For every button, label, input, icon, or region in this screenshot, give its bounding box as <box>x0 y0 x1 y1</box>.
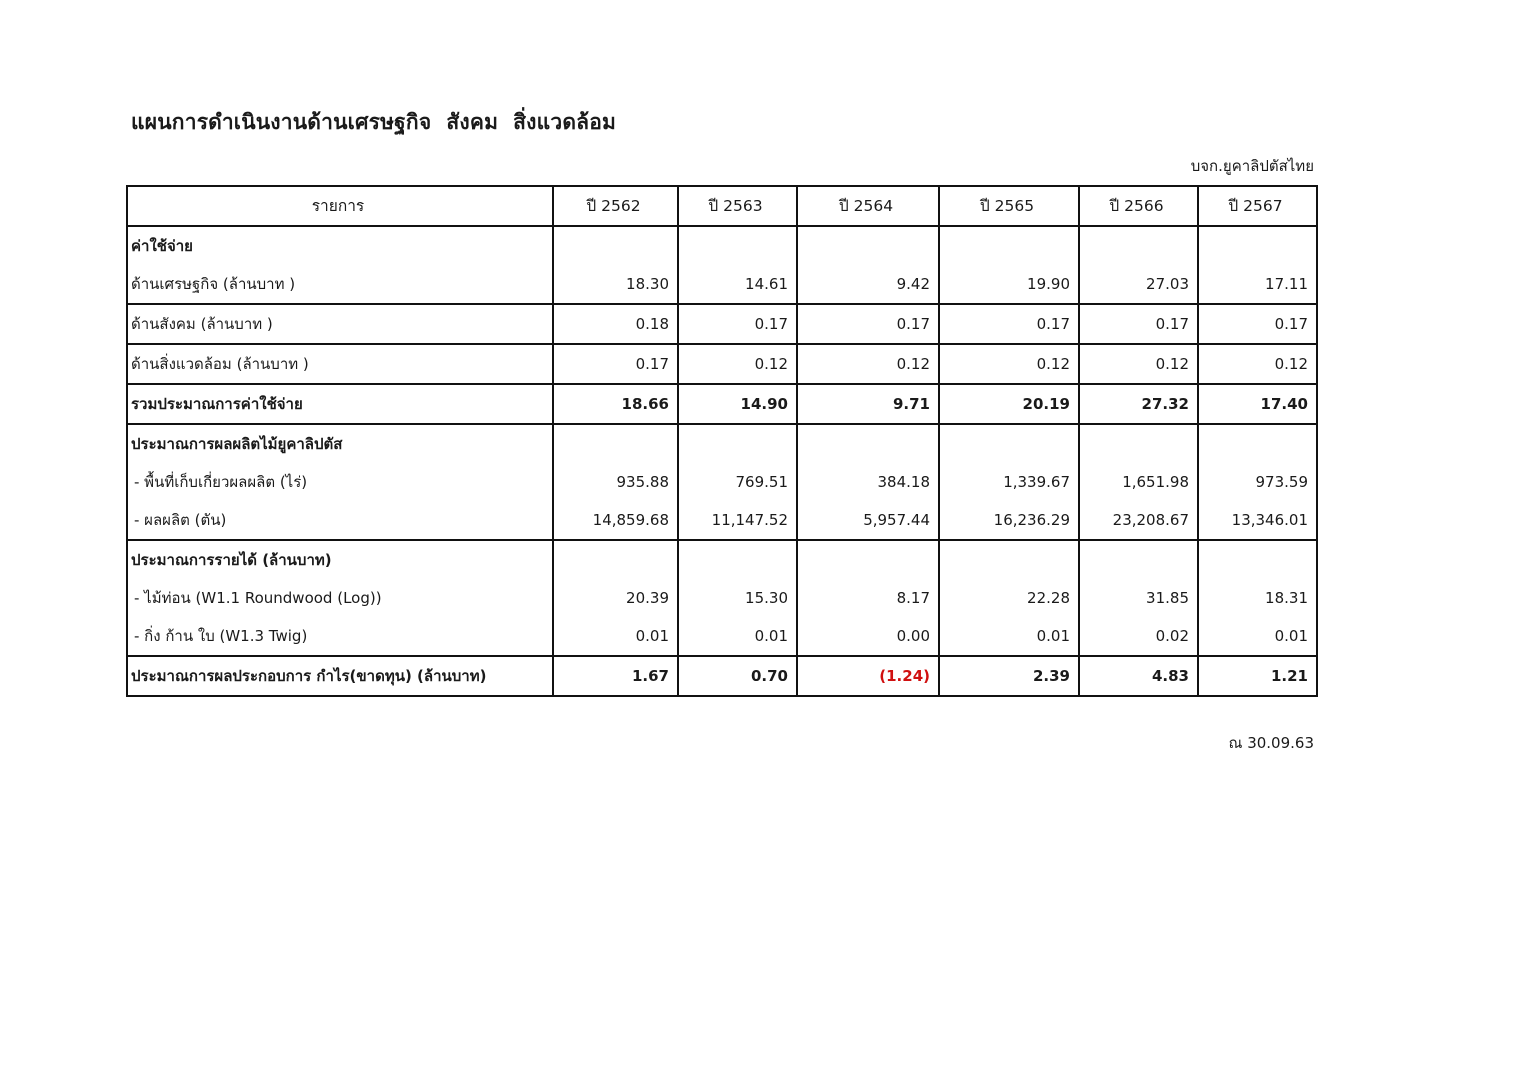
cell-value: 0.01 <box>939 617 1079 656</box>
cell-value: 27.32 <box>1079 384 1198 424</box>
cell-value: 18.30 <box>553 265 678 304</box>
cell-value: 15.30 <box>678 579 797 617</box>
row-label: - ผลผลิต (ตัน) <box>127 501 553 540</box>
cell-value: 18.66 <box>553 384 678 424</box>
cell-value: 769.51 <box>678 463 797 501</box>
cell-value: 17.11 <box>1198 265 1317 304</box>
operating-result-row <box>127 656 1317 696</box>
cell-value: 23,208.67 <box>1079 501 1198 540</box>
row-label: ประมาณการผลประกอบการ กำไร(ขาดทุน) (ล้านบาท) <box>127 656 553 696</box>
as-of-date: ณ 30.09.63 <box>1228 734 1314 752</box>
company-name: บจก.ยูคาลิปตัสไทย <box>1190 157 1314 175</box>
cell-value: 11,147.52 <box>678 501 797 540</box>
cell-value: 0.70 <box>678 656 797 696</box>
table-row <box>127 617 1317 656</box>
cell-value: 20.19 <box>939 384 1079 424</box>
total-expenses-row <box>127 384 1317 424</box>
table-row <box>127 344 1317 384</box>
header-year: ปี 2562 <box>553 186 678 226</box>
table-header-row <box>127 186 1317 226</box>
cell-value: 0.17 <box>553 344 678 384</box>
cell-value: 0.01 <box>678 617 797 656</box>
cell-value: 0.12 <box>678 344 797 384</box>
cell-value: 2.39 <box>939 656 1079 696</box>
header-year: ปี 2563 <box>678 186 797 226</box>
cell-value: 20.39 <box>553 579 678 617</box>
table-row <box>127 501 1317 540</box>
cell-value: 27.03 <box>1079 265 1198 304</box>
cell-value: 0.18 <box>553 304 678 344</box>
expenses-heading: ค่าใช้จ่าย <box>127 226 553 265</box>
cell-value: 16,236.29 <box>939 501 1079 540</box>
section-heading-row <box>127 424 1317 463</box>
cell-value: 9.71 <box>797 384 939 424</box>
cell-value: 9.42 <box>797 265 939 304</box>
table-row <box>127 579 1317 617</box>
row-label: ด้านสังคม (ล้านบาท ) <box>127 304 553 344</box>
cell-value: 5,957.44 <box>797 501 939 540</box>
header-year: ปี 2564 <box>797 186 939 226</box>
cell-value: 4.83 <box>1079 656 1198 696</box>
cell-value: 22.28 <box>939 579 1079 617</box>
cell-value: 935.88 <box>553 463 678 501</box>
cell-value: 1.21 <box>1198 656 1317 696</box>
cell-value: 14,859.68 <box>553 501 678 540</box>
cell-value: 17.40 <box>1198 384 1317 424</box>
cell-value: 0.17 <box>939 304 1079 344</box>
cell-value-negative: (1.24) <box>797 656 939 696</box>
revenue-heading: ประมาณการรายได้ (ล้านบาท) <box>127 540 553 579</box>
cell-value: 384.18 <box>797 463 939 501</box>
row-label: ด้านเศรษฐกิจ (ล้านบาท ) <box>127 265 553 304</box>
header-year: ปี 2567 <box>1198 186 1317 226</box>
row-label: รวมประมาณการค่าใช้จ่าย <box>127 384 553 424</box>
cell-value: 19.90 <box>939 265 1079 304</box>
cell-value: 1.67 <box>553 656 678 696</box>
cell-value: 13,346.01 <box>1198 501 1317 540</box>
row-label: - ไม้ท่อน (W1.1 Roundwood (Log)) <box>127 579 553 617</box>
cell-value: 0.12 <box>939 344 1079 384</box>
section-heading-row <box>127 226 1317 265</box>
cell-value: 0.12 <box>1079 344 1198 384</box>
cell-value: 31.85 <box>1079 579 1198 617</box>
cell-value: 973.59 <box>1198 463 1317 501</box>
cell-value: 1,651.98 <box>1079 463 1198 501</box>
table-row <box>127 265 1317 304</box>
table-row <box>127 463 1317 501</box>
cell-value: 0.01 <box>553 617 678 656</box>
row-label: - กิ่ง ก้าน ใบ (W1.3 Twig) <box>127 617 553 656</box>
cell-value: 0.17 <box>797 304 939 344</box>
cell-value: 1,339.67 <box>939 463 1079 501</box>
operations-plan-table <box>126 185 1318 697</box>
cell-value: 8.17 <box>797 579 939 617</box>
header-year: ปี 2566 <box>1079 186 1198 226</box>
cell-value: 0.02 <box>1079 617 1198 656</box>
table-row <box>127 304 1317 344</box>
cell-value: 14.61 <box>678 265 797 304</box>
cell-value: 0.12 <box>1198 344 1317 384</box>
header-item: รายการ <box>127 186 553 226</box>
page-title: แผนการดำเนินงานด้านเศรษฐกิจ สังคม สิ่งแวดล้อม <box>131 110 617 134</box>
cell-value: 0.01 <box>1198 617 1317 656</box>
cell-value: 0.12 <box>797 344 939 384</box>
row-label: ด้านสิ่งแวดล้อม (ล้านบาท ) <box>127 344 553 384</box>
cell-value: 0.17 <box>1198 304 1317 344</box>
cell-value: 18.31 <box>1198 579 1317 617</box>
row-label: - พื้นที่เก็บเกี่ยวผลผลิต (ไร่) <box>127 463 553 501</box>
cell-value: 0.00 <box>797 617 939 656</box>
cell-value: 0.17 <box>1079 304 1198 344</box>
section-heading-row <box>127 540 1317 579</box>
cell-value: 0.17 <box>678 304 797 344</box>
production-heading: ประมาณการผลผลิตไม้ยูคาลิปตัส <box>127 424 553 463</box>
cell-value: 14.90 <box>678 384 797 424</box>
header-year: ปี 2565 <box>939 186 1079 226</box>
